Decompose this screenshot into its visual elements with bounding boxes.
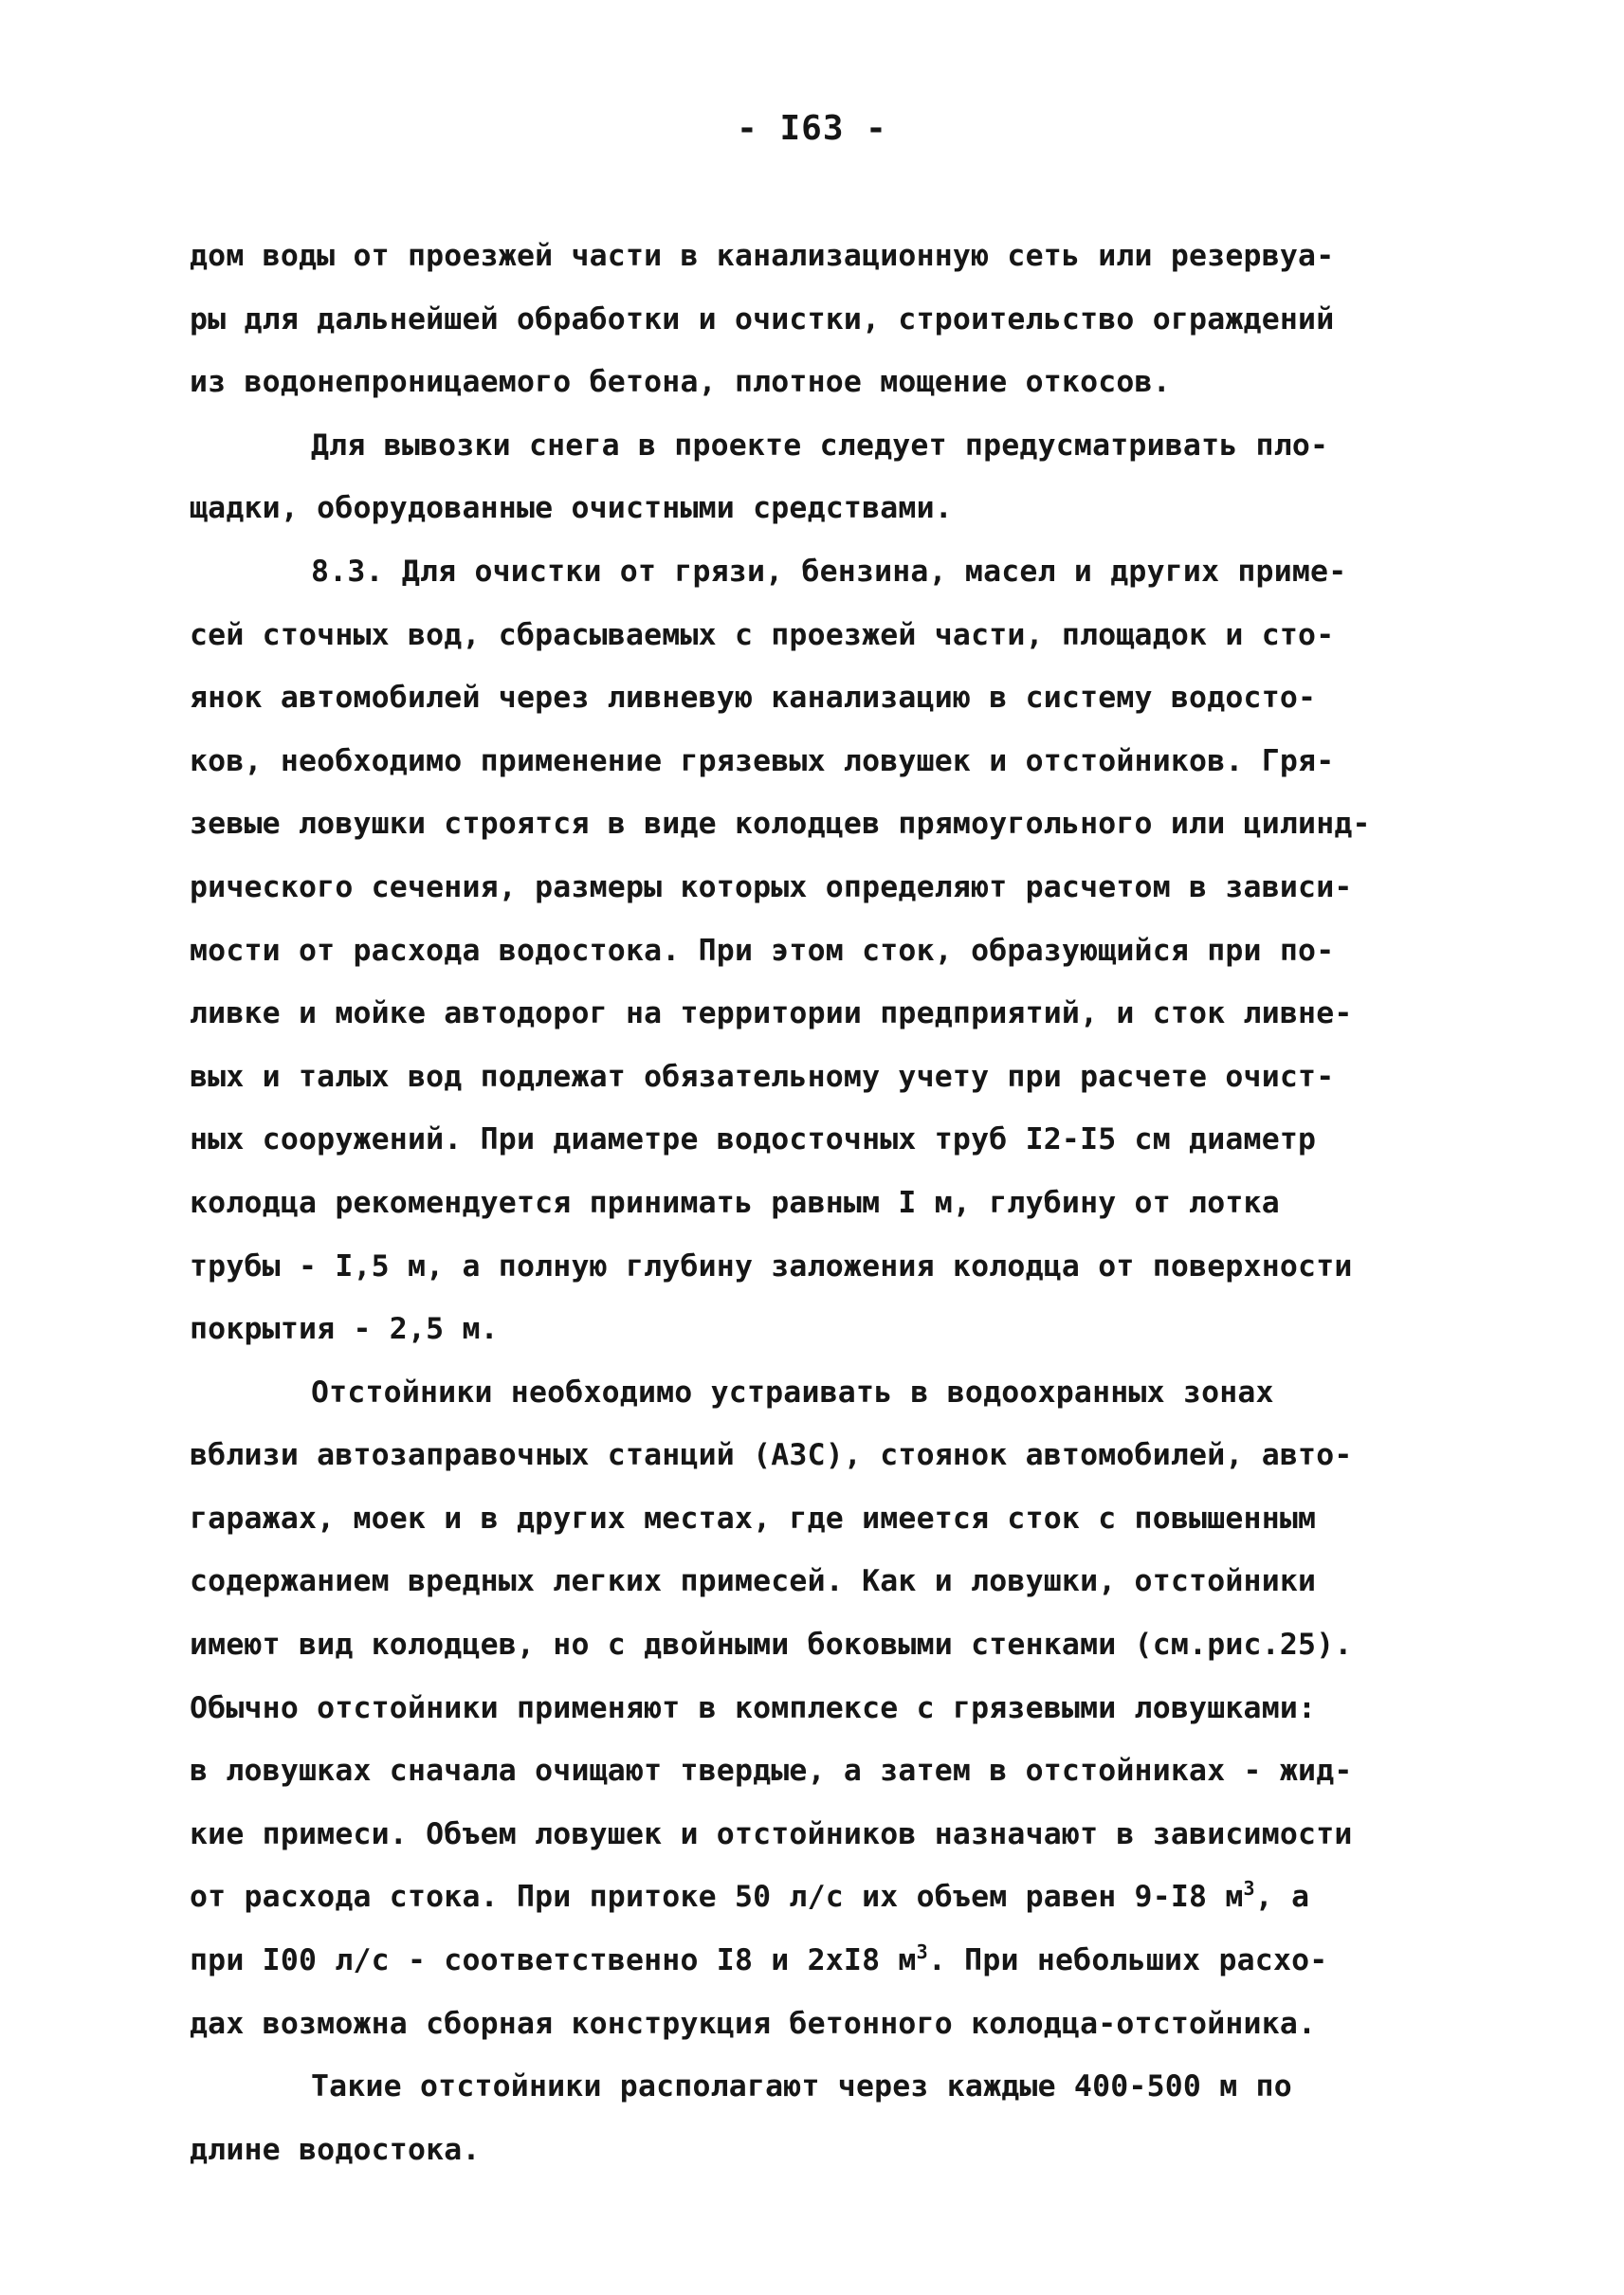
paragraph-start: Отстойники необходимо устраивать в водоохранных зонах <box>311 1375 1274 1410</box>
text-line: из водонепроницаемого бетона, плотное мощение откосов. <box>190 365 1171 400</box>
text-line: в ловушках сначала очищают твердые, а затем в отстойниках - жид- <box>190 1754 1353 1789</box>
text-line: зевые ловушки строятся в виде колодцев прямоугольного или цилинд- <box>190 807 1371 842</box>
text-line: вблизи автозаправочных станций (АЗС), стоянок автомобилей, авто- <box>190 1438 1353 1473</box>
text-line: сей сточных вод, сбрасываемых с проезжей части, площадок и сто- <box>190 617 1335 652</box>
text-fragment: . При небольших расхо- <box>927 1943 1328 1978</box>
section-8-3-start: 8.3. Для очистки от грязи, бензина, масел и других приме- <box>311 554 1347 589</box>
text-line: кие примеси. Объем ловушек и отстойников назначают в зависимости <box>190 1816 1353 1851</box>
superscript: 3 <box>1243 1877 1255 1901</box>
text-line: трубы - I,5 м, а полную глубину заложения колодца от поверхности <box>190 1248 1353 1284</box>
text-fragment: от расхода стока. При притоке 50 л/с их объем равен 9-I8 м <box>190 1880 1244 1915</box>
text-line: содержанием вредных легких примесей. Как и ловушки, отстойники <box>190 1564 1317 1599</box>
text-line: мости от расхода водостока. При этом сток, образующийся при по- <box>190 933 1335 968</box>
text-line: ных сооружений. При диаметре водосточных труб I2-I5 см диаметр <box>190 1122 1317 1157</box>
text-line: Обычно отстойники применяют в комплексе с грязевыми ловушками: <box>190 1690 1317 1725</box>
text-line: янок автомобилей через ливневую канализацию в систему водосто- <box>190 681 1317 716</box>
text-line: гаражах, моек и в других местах, где имеется сток с повышенным <box>190 1501 1317 1536</box>
text-line: ры для дальнейшей обработки и очистки, строительство ограждений <box>190 301 1335 337</box>
page-number: - I63 - <box>737 109 887 148</box>
text-line-with-superscript <box>190 1929 1479 1993</box>
body-text <box>190 225 1479 2181</box>
paragraph-start: Для вывозки снега в проекте следует предусматривать пло- <box>311 428 1329 463</box>
superscript: 3 <box>916 1940 928 1964</box>
text-line: покрытия - 2,5 м. <box>190 1312 499 1347</box>
text-line: рического сечения, размеры которых определяют расчетом в зависи- <box>190 869 1353 904</box>
text-line: дом воды от проезжей части в канализационную сеть или резервуа- <box>190 239 1335 273</box>
text-line: щадки, оборудованные очистными средствами. <box>190 491 953 526</box>
text-line: имеют вид колодцев, но с двойными боковыми стенками (см.рис.25). <box>190 1628 1353 1663</box>
text-fragment: при I00 л/с - соответственно I8 и 2хI8 м <box>190 1943 917 1978</box>
text-line: вых и талых вод подлежат обязательному учету при расчете очист- <box>190 1059 1335 1094</box>
paragraph-start: Такие отстойники располагают через каждые 400-500 м по <box>311 2069 1292 2104</box>
text-line: ливке и мойке автодорог на территории предприятий, и сток ливне- <box>190 996 1353 1031</box>
text-line: колодца рекомендуется принимать равным I м, глубину от лотка <box>190 1185 1280 1220</box>
text-line: дах возможна сборная конструкция бетонного колодца-отстойника. <box>190 2006 1317 2041</box>
text-line: ков, необходимо применение грязевых ловушек и отстойников. Гря- <box>190 743 1335 778</box>
text-line-with-superscript <box>190 1866 1479 1929</box>
text-line: длине водостока. <box>190 2132 481 2167</box>
text-fragment: , а <box>1254 1880 1310 1915</box>
